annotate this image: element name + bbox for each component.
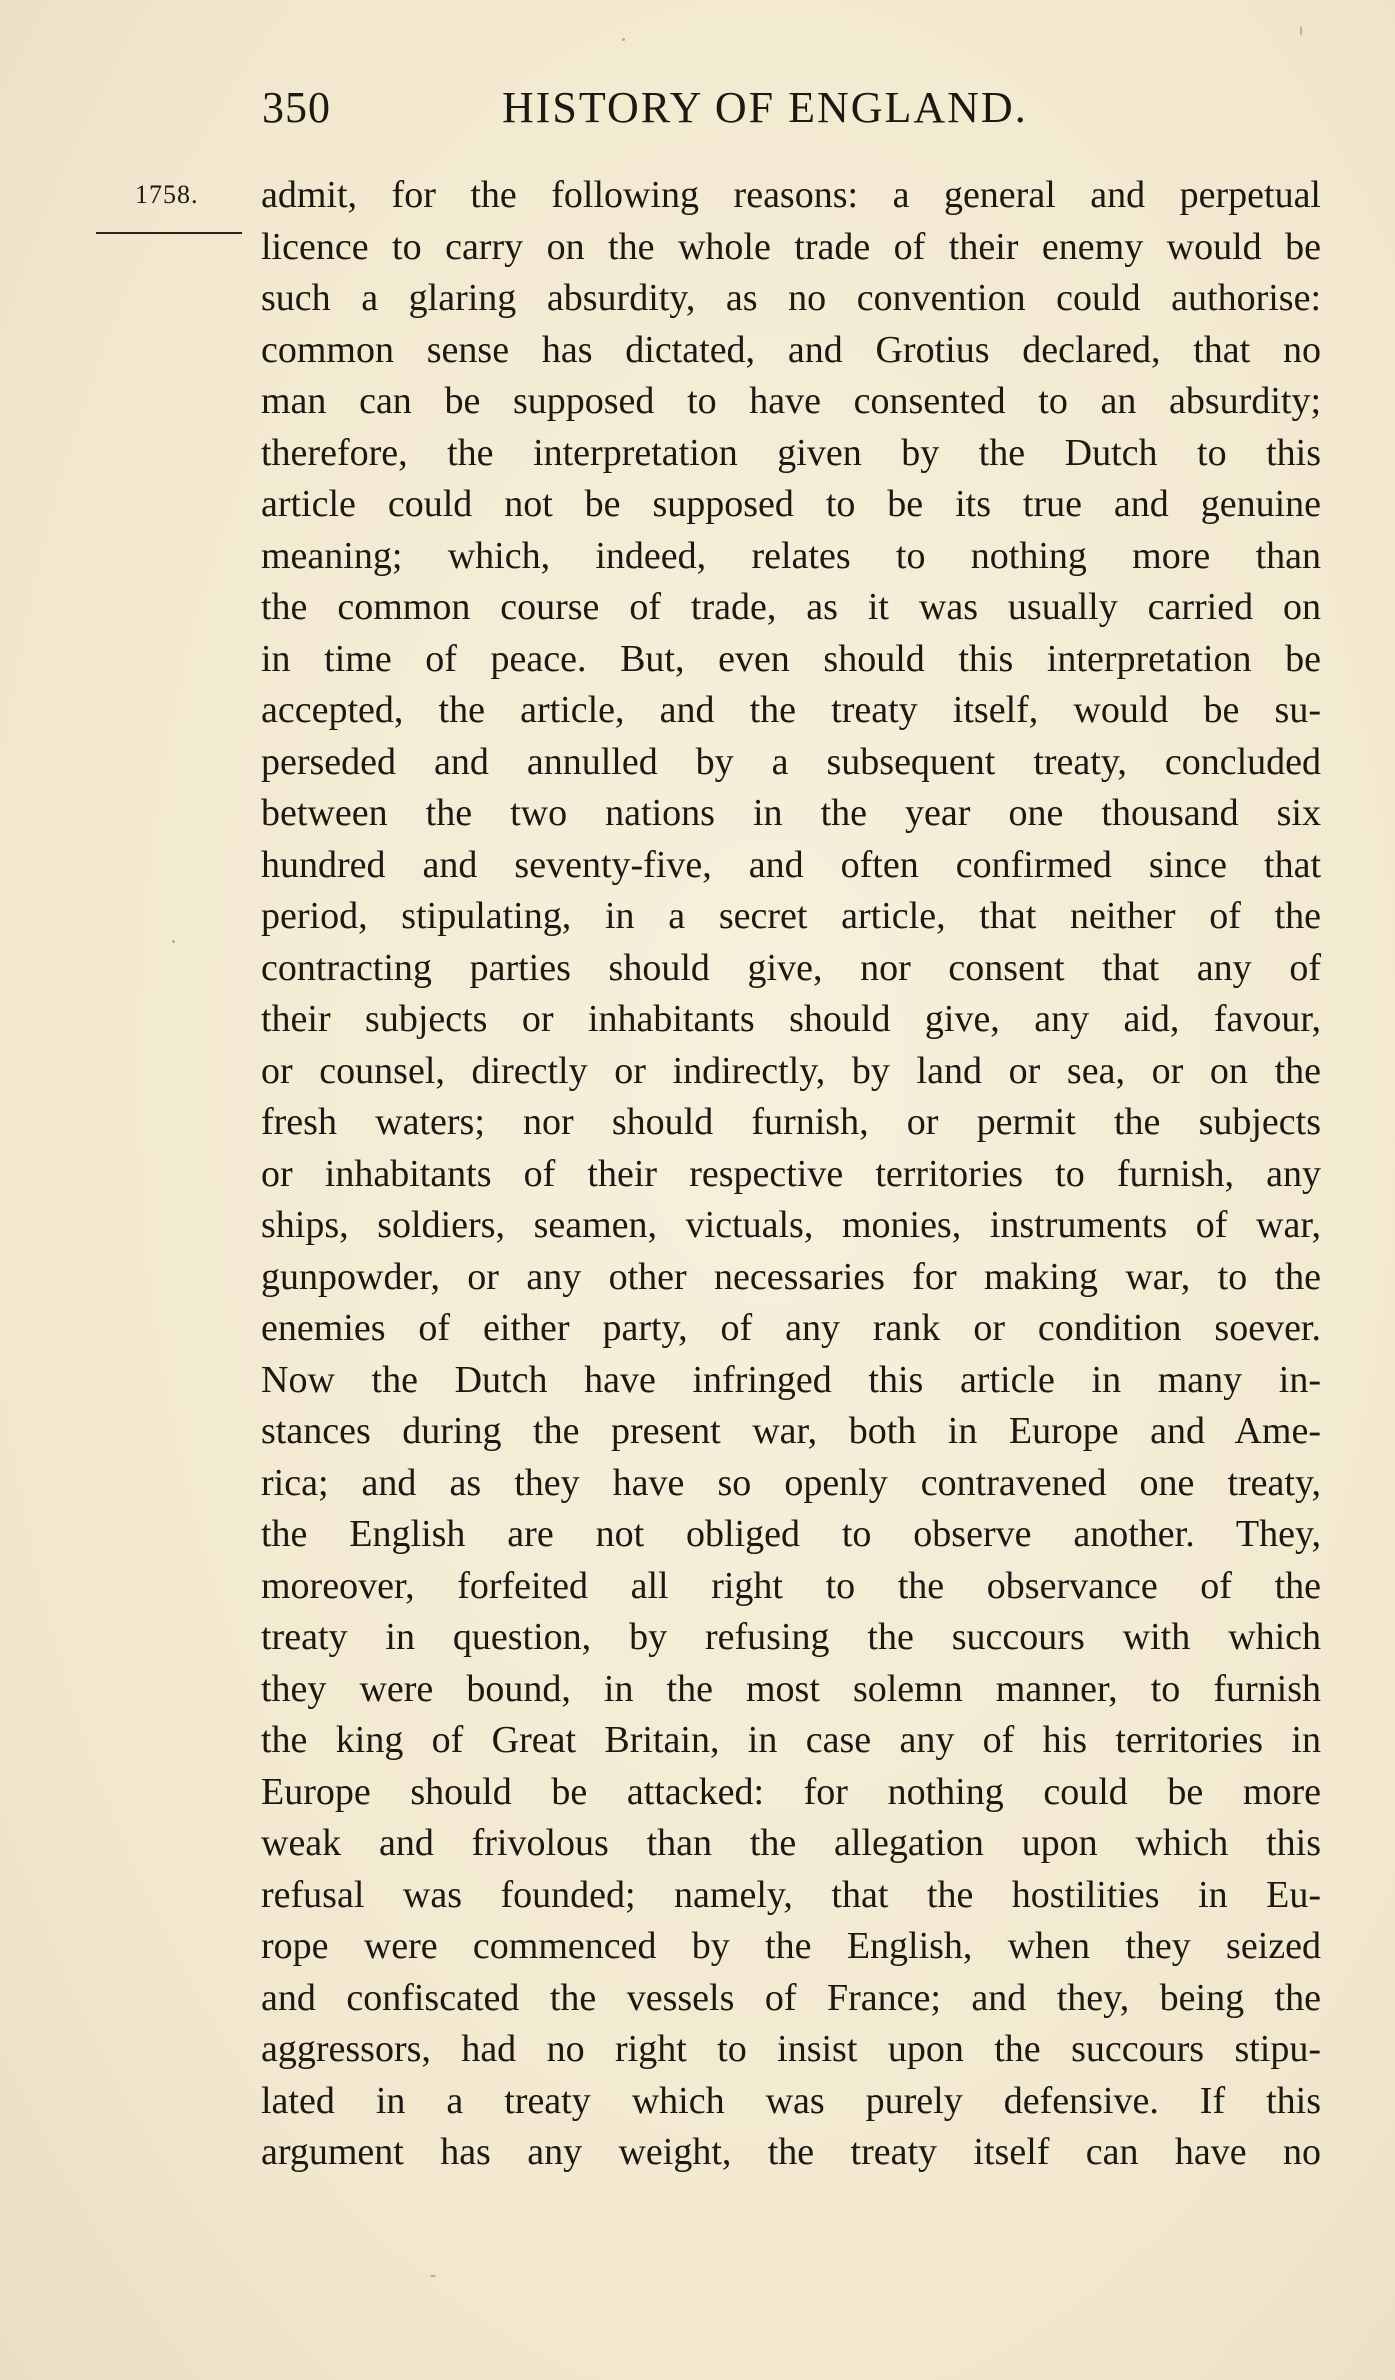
text-line: the English are not obliged to observe another. They, (261, 1513, 1321, 1555)
paper-speck (1300, 26, 1302, 36)
text-line: between the two nations in the year one thousand six (261, 792, 1321, 834)
text-line: weak and frivolous than the allegation upon which this (261, 1822, 1321, 1864)
text-line: the common course of trade, as it was usually carried on (261, 586, 1321, 628)
page-header (262, 82, 1097, 142)
margin-rule (96, 232, 242, 234)
text-line: or counsel, directly or indirectly, by land or sea, or on the (261, 1049, 1321, 1092)
text-line: the king of Great Britain, in case any of his territories in (261, 1719, 1321, 1761)
paper-speck (622, 38, 625, 41)
text-line: rope were commenced by the English, when they seized (261, 1925, 1321, 1967)
text-line: such a glaring absurdity, as no convention could authorise: (261, 277, 1321, 319)
text-line: in time of peace. But, even should this interpretation be (261, 637, 1321, 680)
text-line: therefore, the interpretation given by the Dutch to this (261, 431, 1321, 474)
text-line: period, stipulating, in a secret article, that neither of the (261, 895, 1321, 937)
text-line: moreover, forfeited all right to the observance of the (261, 1564, 1321, 1607)
text-line: hundred and seventy-five, and often confirmed since that (261, 843, 1321, 886)
text-line: refusal was founded; namely, that the hostilities in Eu- (261, 1873, 1321, 1916)
text-line: lated in a treaty which was purely defensive. If this (261, 2079, 1321, 2122)
text-line: accepted, the article, and the treaty itself, would be su- (261, 689, 1321, 731)
text-line: meaning; which, indeed, relates to nothing more than (261, 534, 1321, 577)
text-line: article could not be supposed to be its true and genuine (261, 483, 1321, 525)
text-line: and confiscated the vessels of France; and they, being the (261, 1976, 1321, 2019)
text-line: enemies of either party, of any rank or condition soever. (261, 1307, 1321, 1349)
page-number: 350 (262, 83, 331, 132)
text-line: argument has any weight, the treaty itself can have no (261, 2131, 1321, 2173)
text-line: man can be supposed to have consented to an absurdity; (261, 380, 1321, 422)
text-line: Now the Dutch have infringed this article in many in- (261, 1358, 1321, 1401)
text-line: stances during the present war, both in Europe and Ame- (261, 1410, 1321, 1452)
text-line: Europe should be attacked: for nothing could be more (261, 1770, 1321, 1813)
paper-speck (430, 2275, 436, 2277)
text-line: they were bound, in the most solemn manner, to furnish (261, 1667, 1321, 1710)
text-line: or inhabitants of their respective territories to furnish, any (261, 1152, 1321, 1195)
text-line: licence to carry on the whole trade of their enemy would be (261, 225, 1321, 268)
text-line: fresh waters; nor should furnish, or permit the subjects (261, 1101, 1321, 1143)
running-head: HISTORY OF ENGLAND. (502, 83, 1028, 132)
margin-year: 1758. (135, 180, 199, 209)
text-line: their subjects or inhabitants should give, any aid, favour, (261, 998, 1321, 1040)
text-line: rica; and as they have so openly contravened one treaty, (261, 1461, 1321, 1504)
body-text (261, 170, 1321, 2179)
text-line: perseded and annulled by a subsequent treaty, concluded (261, 740, 1321, 783)
text-line: aggressors, had no right to insist upon the succours stipu- (261, 2028, 1321, 2070)
text-line: ships, soldiers, seamen, victuals, monies, instruments of war, (261, 1204, 1321, 1246)
text-line: gunpowder, or any other necessaries for making war, to the (261, 1255, 1321, 1298)
text-line: admit, for the following reasons: a general and perpetual (261, 174, 1321, 216)
text-line: contracting parties should give, nor consent that any of (261, 946, 1321, 989)
text-line: common sense has dictated, and Grotius declared, that no (261, 328, 1321, 371)
paper-speck (172, 940, 175, 943)
text-line: treaty in question, by refusing the succours with which (261, 1616, 1321, 1658)
